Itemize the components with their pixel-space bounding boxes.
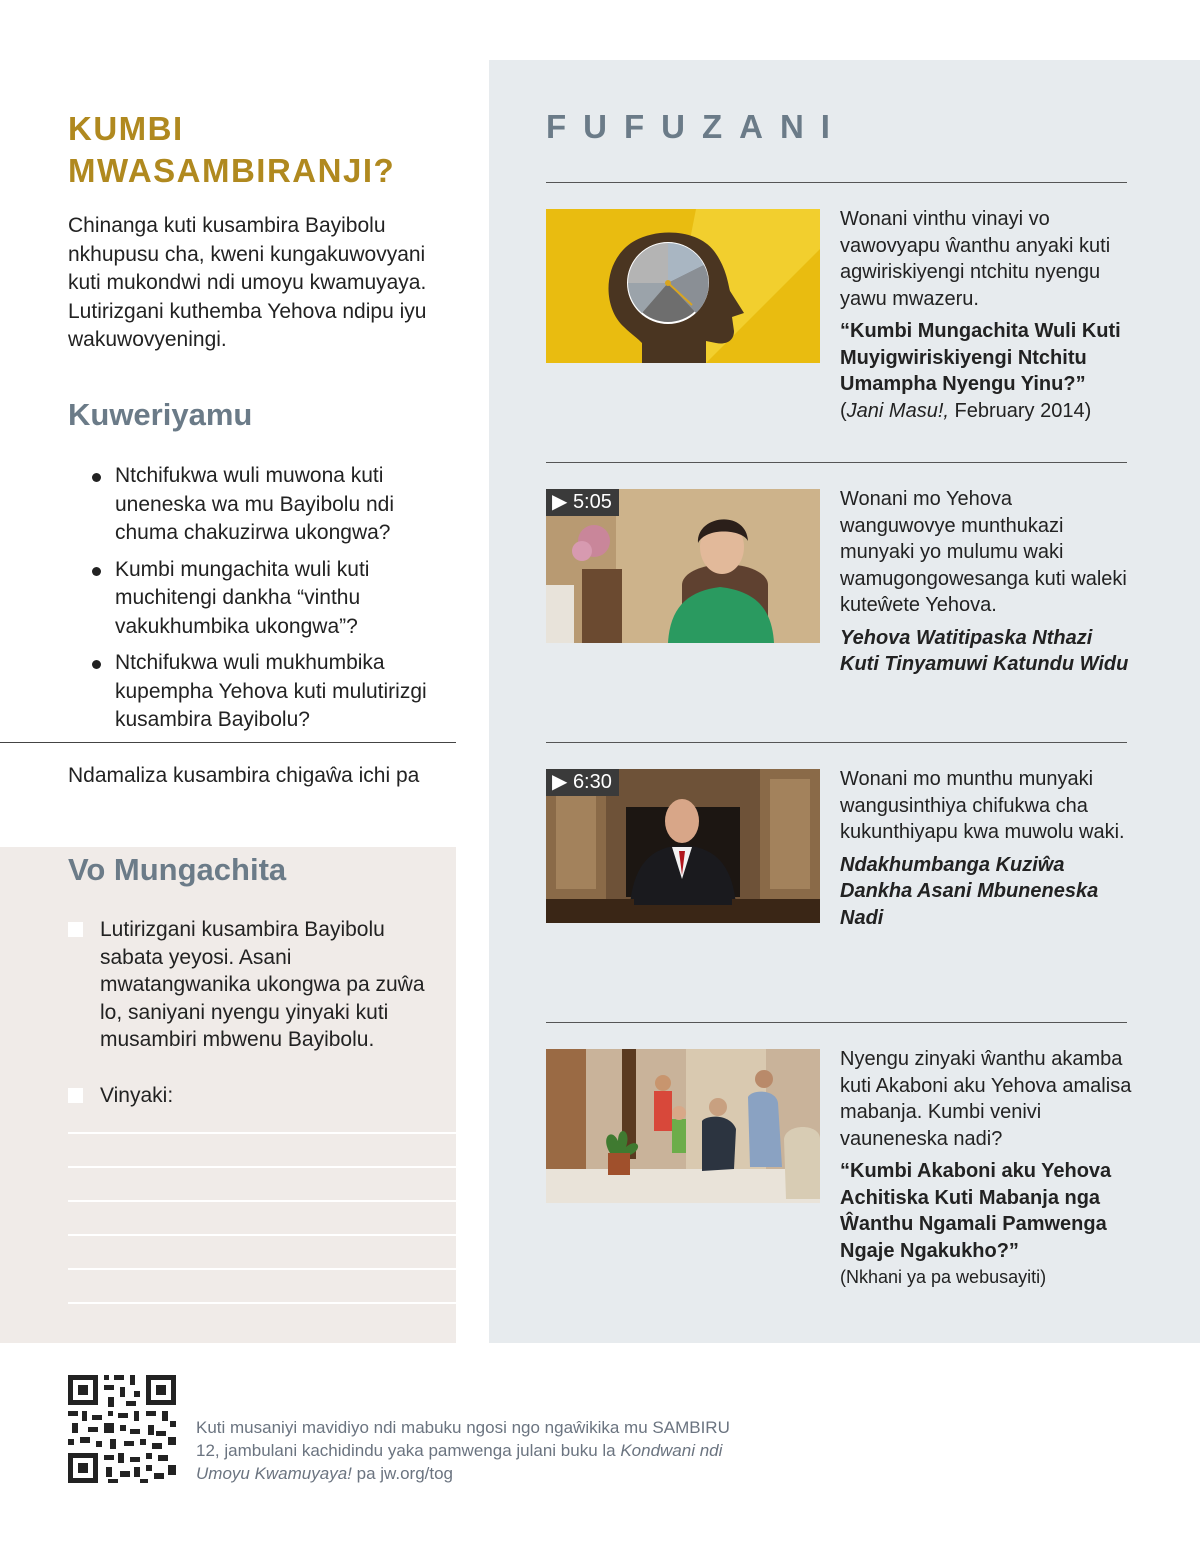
writing-line[interactable] [68,1302,456,1304]
video-title[interactable]: Ndakhumbanga Kuziŵa Dankha Asani Mbuneneska Nadi [840,853,1099,929]
divider [0,742,456,743]
bullet-icon [92,660,101,669]
bullet-icon [92,567,101,576]
todo-item-text: Vinyaki: [100,1084,174,1107]
qr-code-icon [68,1375,176,1483]
video-title[interactable]: Yehova Watitipaska Nthazi Kuti Tinyamuwi Katundu Widu [840,626,1129,675]
article-reference[interactable]: “Kumbi Mungachita Wuli Kuti Muyigwiriskiyengi Ntchitu Umampha Nyengu Yinu?” (Jani Masu!, February 2014) [840,320,1121,422]
video-description: Wonani mo munthu munyaki wangusinthiya chifukwa cha kukunthiyapu kwa muwolu waki. Ndakhumbanga Kuziŵa Dankha Asani Mbuneneska Nadi [840,766,1132,931]
completed-line: Ndamaliza kusambira chigaŵa ichi pa [68,764,420,787]
article-note: (Nkhani ya pa webusayiti) [840,1267,1047,1287]
head-clock-illustration [546,209,820,363]
video-duration-badge: ▶ 5:05 [546,489,619,516]
writing-line[interactable] [68,1132,456,1134]
qr-code[interactable] [68,1375,176,1483]
footer-text: Kuti musaniyi mavidiyo ndi mabuku ngosi ngo ngaŵikika mu SAMBIRU 12, jambulani kachidindu yaka pamwenga julani buku la Kondwani ndi Umoyu Kwamuyaya! pa jw.org/tog [196,1418,730,1483]
todo-item-text: Lutirizgani kusambira Bayibolu sabata yeyosi. Asani mwatangwanika ukongwa pa zuŵa lo, saniyani nyengu yinyaki kuti musambiri mbwenu Bayibolu. [100,918,425,1051]
video-thumbnail-woman[interactable] [546,489,820,643]
todo-item [68,916,428,1054]
todo-item [68,1082,428,1110]
video-thumbnail-man[interactable] [546,769,820,923]
divider [546,742,1127,743]
writing-line[interactable] [68,1234,456,1236]
article-description: Nyengu zinyaki ŵanthu akamba kuti Akaboni aku Yehova amalisa mabanja. Kumbi venivi vauneneska nadi? “Kumbi Akaboni aku Yehova Achitiska Kuti Mabanja nga Ŵanthu Ngamali Pamwenga Ngaje Ngakukho?” (Nkhani ya pa webusayiti) [840,1046,1132,1291]
divider [546,182,1127,183]
writing-line[interactable] [68,1166,456,1168]
review-question: Ntchifukwa wuli mukhumbika kupempha Yehova kuti mulutirizgi kusambira Bayibolu? [90,649,452,735]
checkbox-icon[interactable] [68,1088,83,1103]
writing-line[interactable] [68,1200,456,1202]
review-questions [90,462,452,743]
article-thumbnail-time-management[interactable] [546,209,820,363]
page-title: KUMBI MWASAMBIRANJI? [68,110,396,189]
bullet-icon [92,473,101,482]
writing-line[interactable] [68,1268,456,1270]
review-question: Kumbi mungachita wuli kuti muchitengi dankha “vinthu vakukhumbika ukongwa”? [90,556,452,642]
checkbox-icon[interactable] [68,922,83,937]
divider [546,1022,1127,1023]
explore-heading: FUFUZANI [546,108,847,145]
article-thumbnail-family[interactable] [546,1049,820,1203]
book-title: Kondwani ndi Umoyu Kwamuyaya! [196,1441,723,1483]
video-duration-badge: ▶ 6:30 [546,769,619,796]
article-reference[interactable]: “Kumbi Akaboni aku Yehova Achitiska Kuti Mabanja nga Ŵanthu Ngamali Pamwenga Ngaje Ngakukho?” [840,1160,1112,1262]
todo-heading: Vo Mungachita [68,852,287,887]
review-heading: Kuweriyamu [68,397,253,432]
video-description: Wonani mo Yehova wanguwovye munthukazi munyaki yo mulumu waki wamugongowesanga kuti waleki kuteŵete Yehova. Yehova Watitipaska Nthazi Kuti Tinyamuwi Katundu Widu [840,486,1132,678]
review-question: Ntchifukwa wuli muwona kuti uneneska wa mu Bayibolu ndi chuma chakuzirwa ukongwa? [90,462,452,548]
intro-paragraph: Chinanga kuti kusambira Bayibolu nkhupusu cha, kweni kungakuwovyani kuti mukondwi ndi umoyu kwamuyaya. Lutirizgani kuthemba Yehova ndipu iyu wakuwovyeningi. [68,214,427,351]
divider [546,462,1127,463]
article-description: Wonani vinthu vinayi vo vawovyapu ŵanthu anyaki kuti agwiriskiyengi ntchitu nyengu yawu mwazeru. “Kumbi Mungachita Wuli Kuti Muyigwiriskiyengi Ntchitu Umampha Nyengu Yinu?” (Jani Masu!, February 2014) [840,206,1132,424]
family-photo-illustration [546,1049,820,1203]
